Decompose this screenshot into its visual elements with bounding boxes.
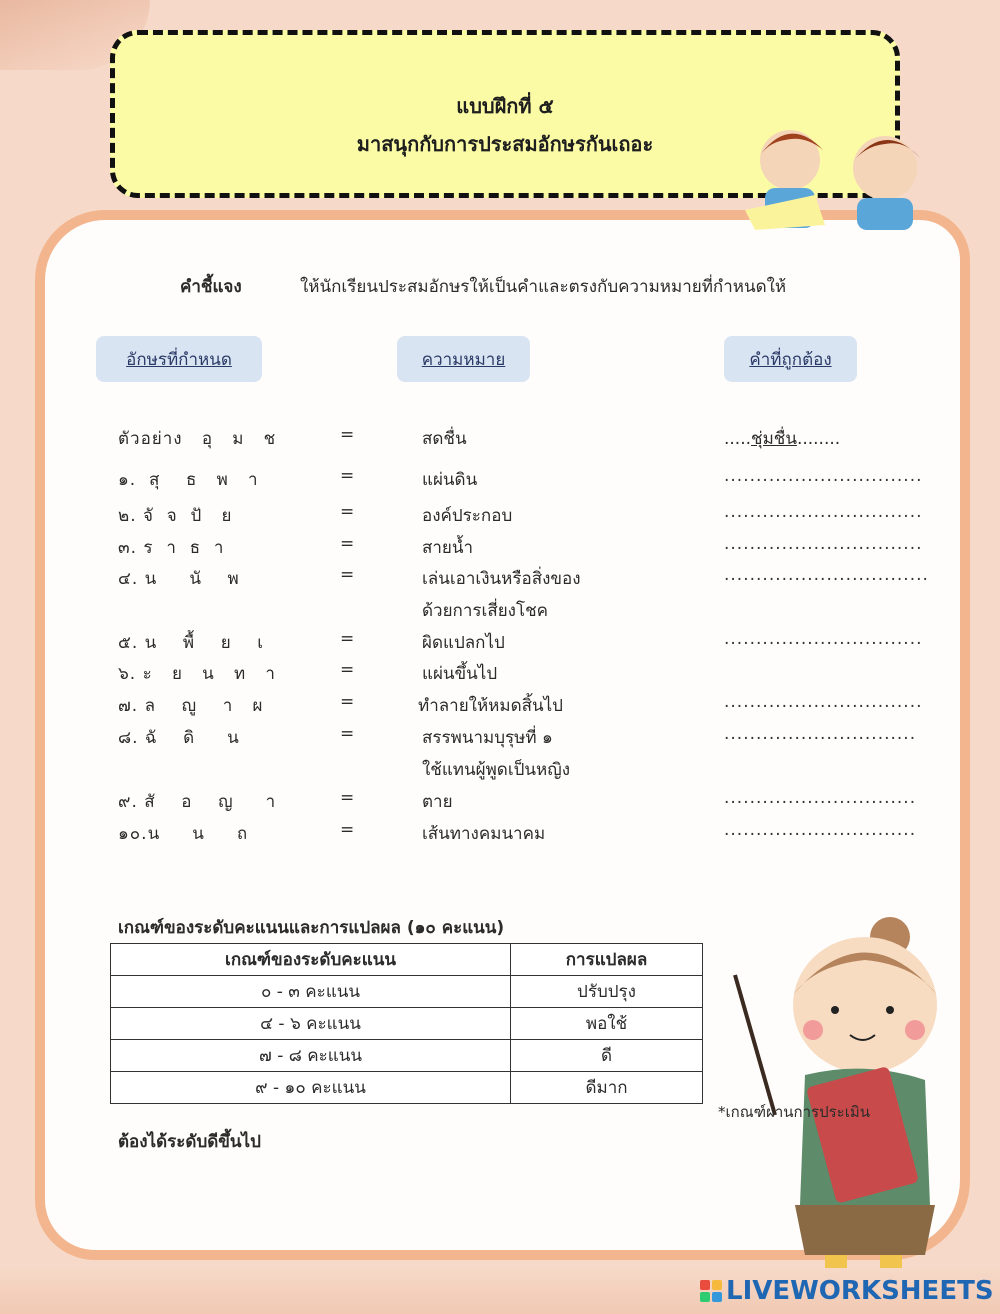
item-meaning: เล่นเอาเงินหรือสิ่งของ — [422, 569, 581, 589]
column-header-answer: คำที่ถูกต้อง — [724, 336, 857, 382]
example-row — [0, 425, 1000, 455]
equals-sign: = — [340, 565, 355, 585]
item-row — [0, 660, 1000, 690]
table-cell: พอใช้ — [511, 1008, 703, 1040]
item-row — [0, 534, 1000, 564]
equals-sign: = — [340, 692, 355, 712]
answer-field[interactable]: ............................... — [724, 692, 923, 712]
equals-sign: = — [340, 466, 355, 486]
item-letters: ๔. น นั พ — [118, 569, 240, 589]
item-meaning: แผ่นขึ้นไป — [422, 664, 498, 684]
item-letters: ๖. ะ ย น ท า — [118, 664, 276, 684]
answer-field[interactable]: ............................... — [724, 629, 923, 649]
table-cell: ๗ - ๘ คะแนน — [111, 1040, 511, 1072]
item-meaning: สายน้ำ — [422, 538, 474, 558]
answer-field[interactable]: .............................. — [724, 820, 917, 840]
item-letters: ๕. น พื้ ย เ — [118, 633, 265, 653]
answer-field[interactable]: .............................. — [724, 788, 917, 808]
item-row — [0, 692, 1000, 722]
equals-sign: = — [340, 660, 355, 680]
pass-requirement: ต้องได้ระดับดีขึ้นไป — [118, 1132, 261, 1152]
example-answer-dots-end: ........ — [796, 429, 841, 449]
equals-sign: = — [340, 502, 355, 522]
table-cell: ดีมาก — [511, 1072, 703, 1104]
table-header-cell: เกณฑ์ของระดับคะแนน — [111, 944, 511, 976]
item-meaning: ตาย — [422, 792, 453, 812]
example-meaning: สดชื่น — [422, 429, 467, 449]
table-row — [111, 976, 703, 1008]
equals-sign: = — [340, 820, 355, 840]
example-answer-word: ชุ่มชื่น — [751, 429, 797, 449]
item-meaning: เส้นทางคมนาคม — [422, 824, 546, 844]
item-row — [0, 502, 1000, 532]
table-cell: ๙ - ๑๐ คะแนน — [111, 1072, 511, 1104]
column-header-letters: อักษรที่กำหนด — [96, 336, 262, 382]
score-criteria-title: เกณฑ์ของระดับคะแนนและการแปลผล (๑๐ คะแนน) — [118, 918, 505, 938]
answer-field[interactable]: ................................ — [724, 565, 929, 585]
equals-sign: = — [340, 788, 355, 808]
item-meaning-continued: ใช้แทนผู้พูดเป็นหญิง — [422, 760, 571, 780]
example-answer — [724, 425, 840, 452]
instructions-label: คำชี้แจง — [180, 277, 242, 297]
equals-sign: = — [340, 534, 355, 554]
item-letters: ๒. จั จ ปั ย — [118, 506, 233, 526]
item-meaning: องค์ประกอบ — [422, 506, 513, 526]
item-row — [0, 788, 1000, 818]
item-letters: ๑๐.น น ถ — [118, 824, 249, 844]
equals-sign: = — [340, 629, 355, 649]
item-letters: ๑. สุ ธ พ า — [118, 470, 259, 490]
page-subtitle: มาสนุกกับการประสมอักษรกันเถอะ — [356, 132, 654, 156]
answer-field[interactable]: ............................... — [724, 534, 923, 554]
item-row — [0, 724, 1000, 780]
item-meaning: สรรพนามบุรุษที่ ๑ — [422, 728, 553, 748]
example-letters: ตัวอย่าง อุ ม ช — [118, 429, 277, 449]
table-row — [111, 1040, 703, 1072]
page-title: แบบฝึกที่ ๕ — [456, 94, 554, 118]
brand-text: LIVEWORKSHEETS — [726, 1276, 994, 1306]
item-letters: ๓. ร า ธ า — [118, 538, 225, 558]
item-letters: ๗. ล ญู า ผ — [118, 696, 264, 716]
example-answer-dots: ..... — [724, 429, 752, 449]
item-meaning-continued: ด้วยการเสี่ยงโชค — [422, 601, 549, 621]
table-cell: ปรับปรุง — [511, 976, 703, 1008]
item-meaning: ผิดแปลกไป — [422, 633, 505, 653]
instructions-text: ให้นักเรียนประสมอักษรให้เป็นคำและตรงกับความหมายที่กำหนดให้ — [300, 277, 787, 297]
item-meaning: แผ่นดิน — [422, 470, 478, 490]
item-row — [0, 565, 1000, 621]
answer-field[interactable]: ............................... — [724, 466, 923, 486]
item-meaning: ทำลายให้หมดสิ้นไป — [418, 696, 563, 716]
table-row — [111, 1072, 703, 1104]
table-cell: ๐ - ๓ คะแนน — [111, 976, 511, 1008]
kids-illustration — [745, 110, 945, 230]
table-row — [111, 1008, 703, 1040]
column-header-meaning: ความหมาย — [397, 336, 530, 382]
answer-field[interactable]: .............................. — [724, 724, 917, 744]
table-cell: ๔ - ๖ คะแนน — [111, 1008, 511, 1040]
item-row — [0, 629, 1000, 659]
item-letters: ๘. ฉั ดิ น — [118, 728, 240, 748]
score-table — [110, 943, 703, 1104]
liveworksheets-icon — [700, 1280, 722, 1302]
equals-sign: = — [340, 425, 355, 445]
item-row — [0, 466, 1000, 496]
item-letters: ๙. สั อ ญ า — [118, 792, 277, 812]
table-header-row — [111, 944, 703, 976]
answer-field[interactable]: ............................... — [724, 502, 923, 522]
table-cell: ดี — [511, 1040, 703, 1072]
item-row — [0, 820, 1000, 850]
pass-criteria-note: *เกณฑ์ผ่านการประเมิน — [718, 1103, 871, 1121]
equals-sign: = — [340, 724, 355, 744]
table-header-cell: การแปลผล — [511, 944, 703, 976]
liveworksheets-logo[interactable] — [700, 1276, 994, 1306]
